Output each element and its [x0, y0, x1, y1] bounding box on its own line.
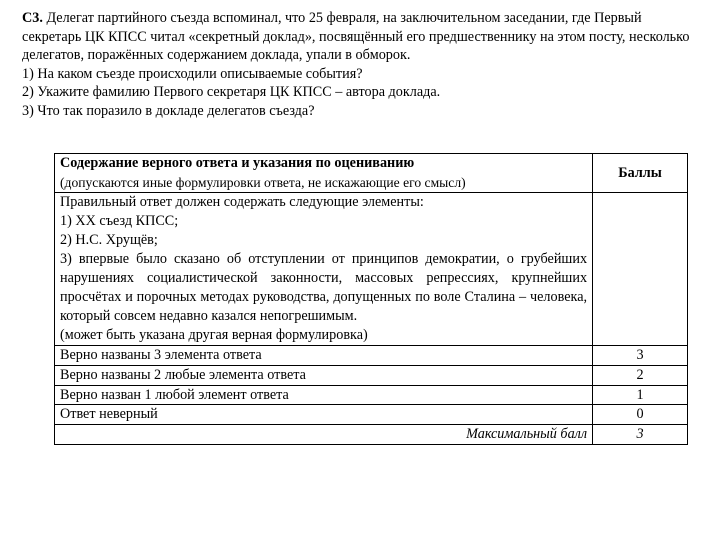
question-number: С3.: [22, 10, 43, 26]
header-note: (допускаются иные формулировки ответа, не искажающие его смысл): [60, 175, 466, 190]
answer-score-cell: [593, 193, 688, 346]
question-block: [22, 9, 698, 121]
question-body: Делегат партийного съезда вспоминал, что 25 февраля, на заключительном заседании, где Первый секретарь ЦК КПСС читал «секретный доклад», посвящённый его предшественнику на этом посту, несколько делегатов, поражённых содержанием доклада, упали в обморок.: [22, 10, 690, 64]
question-item: 2) Укажите фамилию Первого секретаря ЦК КПСС – автора доклада.: [22, 84, 441, 101]
grading-table: [54, 153, 688, 445]
header-score: Баллы: [593, 154, 688, 193]
criterion-score: 1: [593, 385, 688, 405]
answer-cell: [55, 193, 593, 346]
header-title: Содержание верного ответа и указания по оцениванию: [60, 155, 415, 171]
max-label: Максимальный балл: [55, 425, 593, 445]
question-item: 1) На каком съезде происходили описываемые события?: [22, 65, 363, 82]
criterion-score: 3: [593, 346, 688, 366]
question-text: [22, 9, 698, 65]
question-item: 3) Что так поразило в докладе делегатов съезда?: [22, 102, 315, 119]
answer-item: 1) XX съезд КПСС;: [60, 213, 179, 229]
answer-intro: Правильный ответ должен содержать следующие элементы:: [60, 194, 424, 210]
answer-note: (может быть указана другая верная формулировка): [60, 327, 368, 343]
criterion-score: 0: [593, 405, 688, 425]
table-row: [55, 365, 688, 385]
criterion-text: Ответ неверный: [55, 405, 593, 425]
table-header-row: [55, 154, 688, 193]
header-cell: [55, 154, 593, 193]
answer-row: [55, 193, 688, 346]
max-row: [55, 425, 688, 445]
criterion-text: Верно названы 2 любые элемента ответа: [55, 365, 593, 385]
answer-item: 2) Н.С. Хрущёв;: [60, 232, 158, 248]
table-row: [55, 385, 688, 405]
max-score: 3: [593, 425, 688, 445]
answer-item: 3) впервые было сказано об отступлении от принципов демократии, о грубейших нарушениях социалистической законности, массовых репрессиях, крупнейших просчётах и порочных методах руководства, допущенных по воле Сталина – человека, который совсем недавно казался непогрешимым.: [60, 251, 588, 324]
table-row: [55, 405, 688, 425]
table-row: [55, 346, 688, 366]
criterion-score: 2: [593, 365, 688, 385]
criterion-text: Верно назван 1 любой элемент ответа: [55, 385, 593, 405]
criterion-text: Верно названы 3 элемента ответа: [55, 346, 593, 366]
